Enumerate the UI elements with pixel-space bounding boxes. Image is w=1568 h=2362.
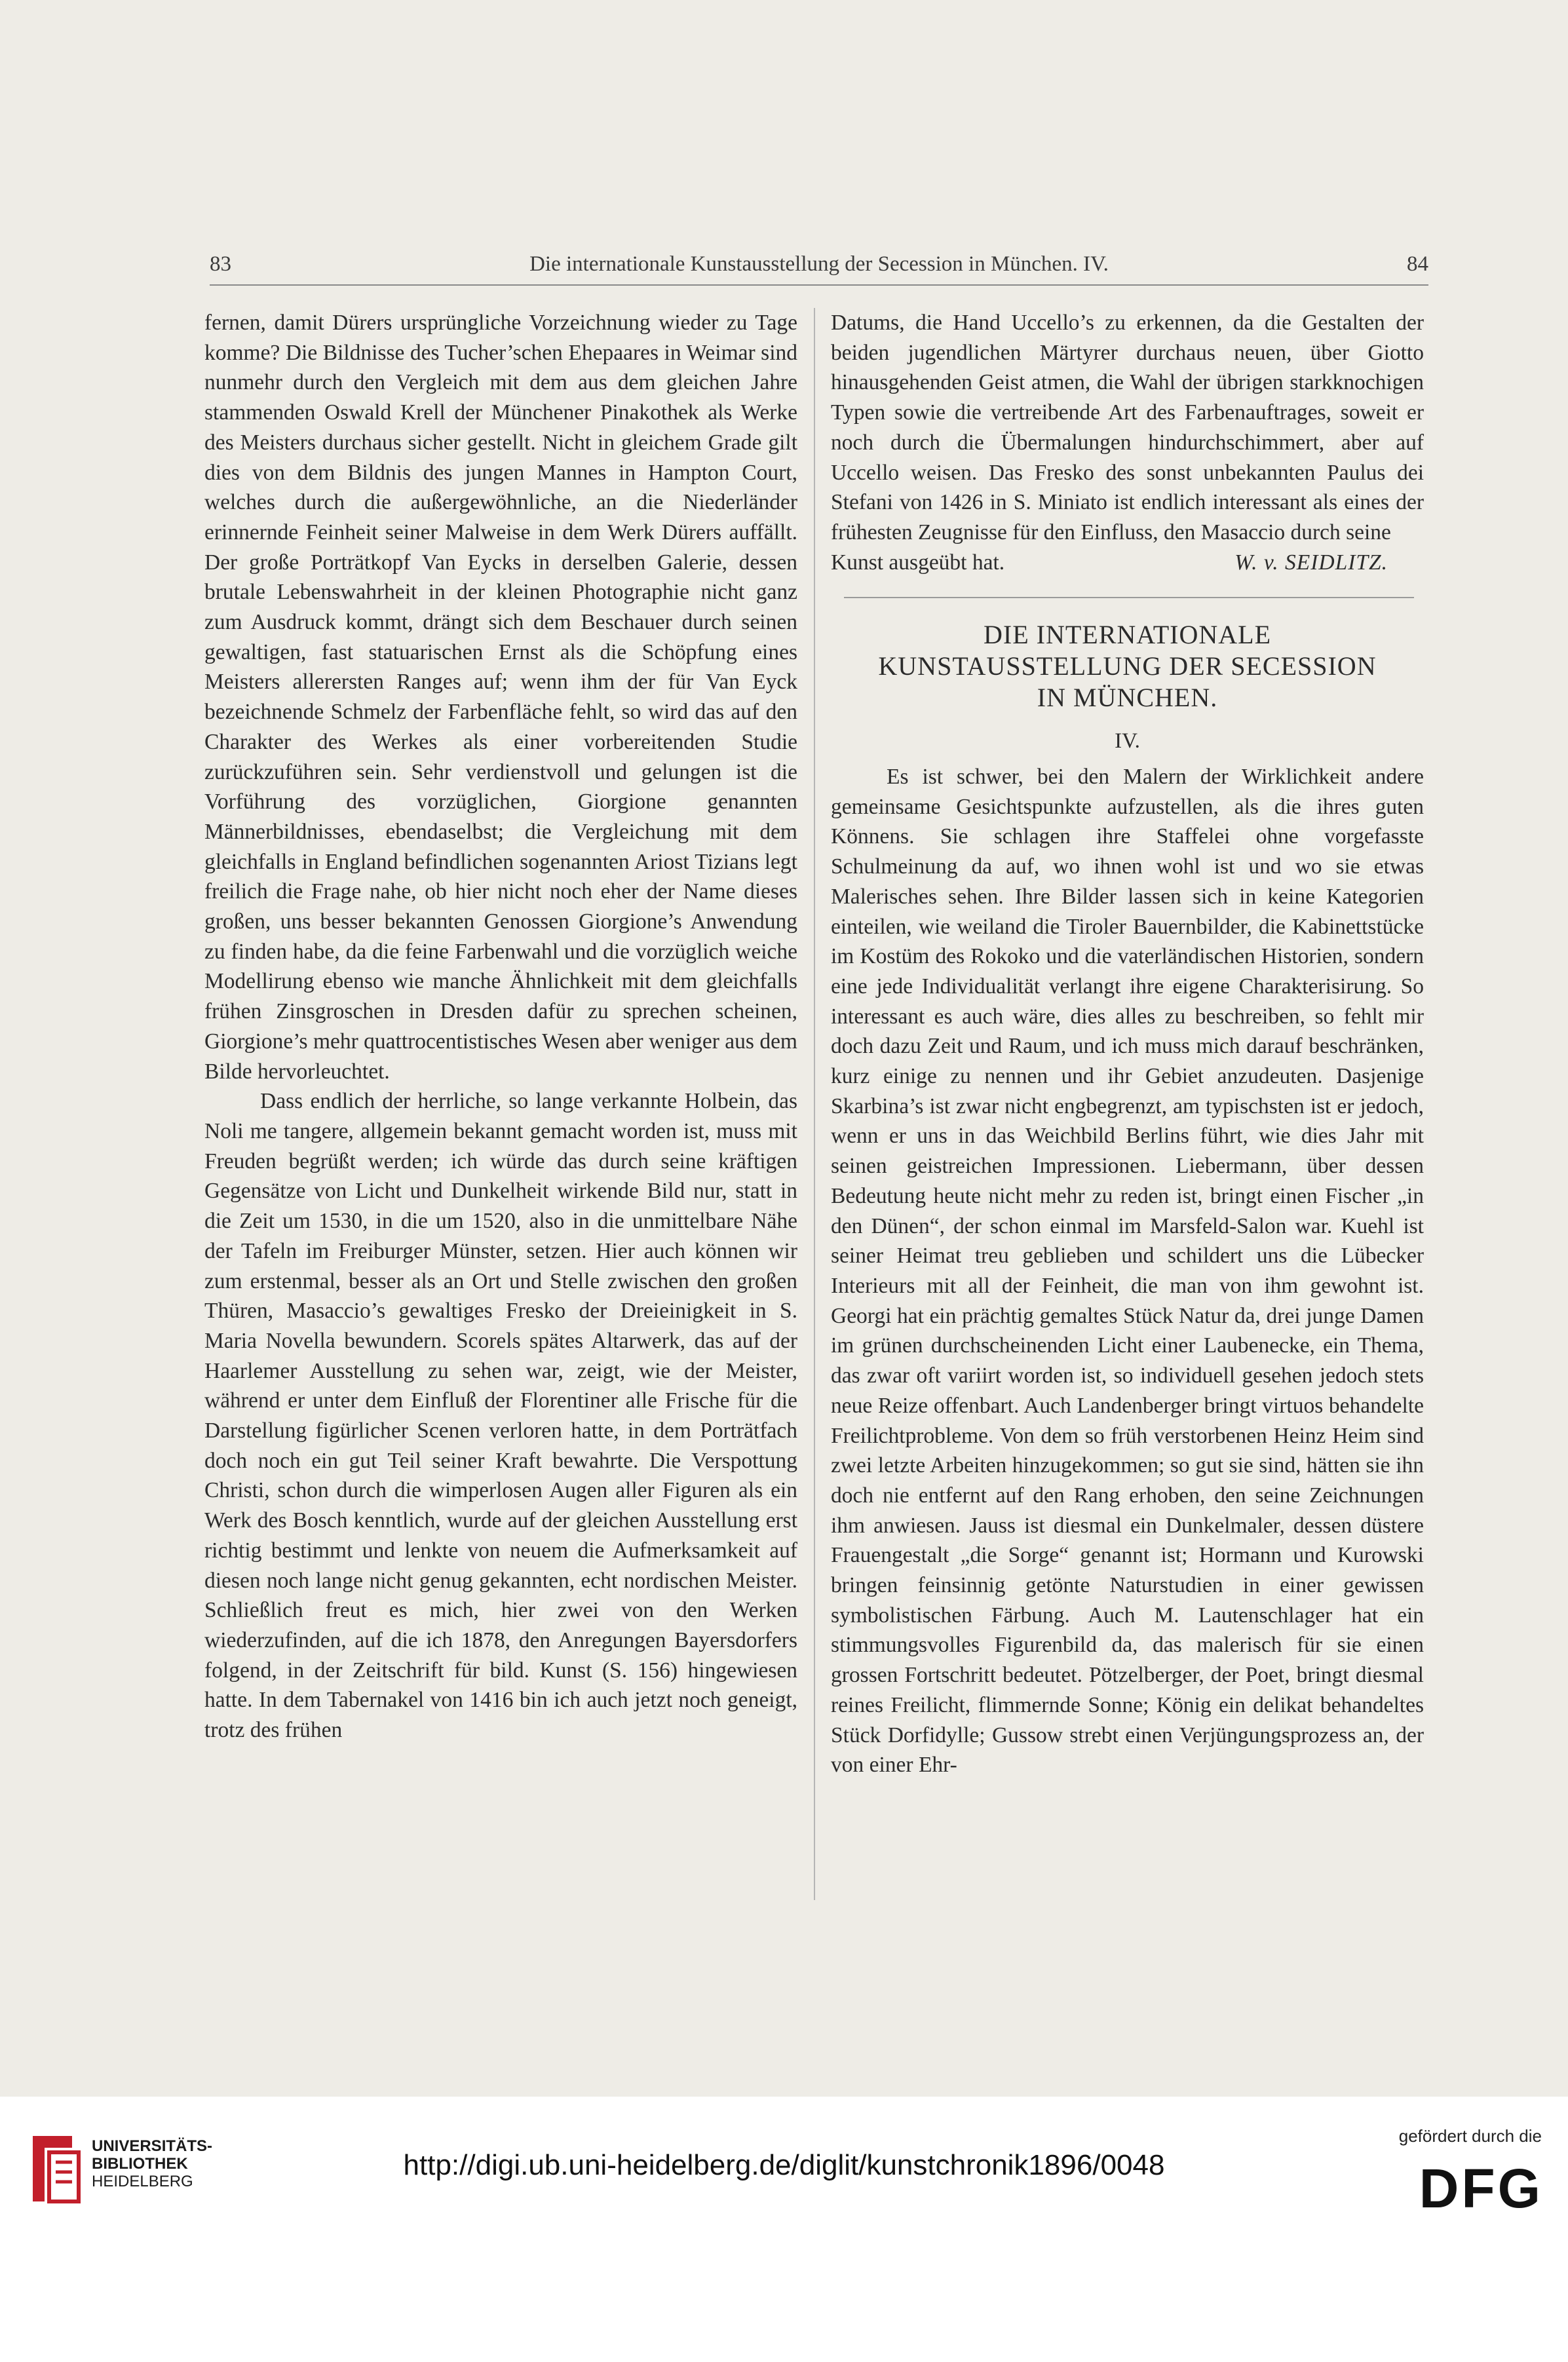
column-divider (814, 308, 815, 1900)
closing-line (831, 548, 1424, 578)
footer-bar (0, 2097, 1568, 2362)
section-number: IV. (1115, 729, 1140, 753)
section-title (831, 619, 1424, 714)
left-column (204, 308, 797, 1745)
source-url-link[interactable]: http://digi.ub.uni-heidelberg.de/diglit/kunstchronik1896/0048 (403, 2149, 1165, 2181)
paragraph: Dass endlich der herrliche, so lange verkannte Holbein, das Noli me tangere, allgemein bekannt gemacht worden ist, muss mit Freuden begrüßt werden; ich würde das durch seine kräftigen Gegensätze von Licht und Dunkelheit wirkende Bild nur, statt in die Zeit um 1530, in die um 1520, also in die unmittelbare Nähe der Tafeln im Freiburger Münster, setzen. Hier auch können wir zum erstenmal, besser als an Ort und Stelle zwischen den großen Thüren, Masaccio’s gewaltiges Fresko der Dreieinigkeit in S. Maria Novella bewundern. Scorels spätes Altarwerk, das auf der Haarlemer Ausstellung zu sehen war, zeigt, wie der Meister, während er unter dem Einfluß der Florentiner alle Frische für die Darstellung figürlicher Scenen verloren hatte, in dem Porträtfach doch noch ein gut Teil seiner Kraft bewahrte. Die Verspottung Christi, schon durch die wimperlosen Augen aller Figuren als ein Werk des Bosch kenntlich, wurde auf der gleichen Ausstellung erst richtig bestimmt und lenkte von neuem die Aufmerksamkeit auf diesen noch lange nicht genug gekannten, echt nordischen Meister. Schließlich freut es mich, hier zwei von den Werken wiederzufinden, auf die ich 1878, den Anregungen Bayersdorfers folgend, in der Zeitschrift für bild. Kunst (S. 156) hingewiesen hatte. In dem Tabernakel von 1416 bin ich auch jetzt noch geneigt, trotz des frühen (204, 1089, 797, 1743)
section-title-line: DIE INTERNATIONALE (983, 620, 1271, 650)
paragraph: fernen, damit Dürers ursprüngliche Vorzeichnung wieder zu Tage komme? Die Bildnisse des Tucher’schen Ehepaares in Weimar sind nunmehr durch den Vergleich mit dem aus dem gleichen Jahre stammenden Oswald Krell der Münchener Pinakothek als Werke des Meisters durchaus sicher gestellt. Nicht in gleichem Grade gilt dies von dem Bildnis des jungen Mannes in Hampton Court, welches durch die außergewöhnliche, an die Niederländer erinnernde Feinheit seiner Malweise in dem Werk Dürers auffällt. Der große Porträtkopf Van Eycks in derselben Galerie, dessen brutale Lebenswahrheit in der kleinen Photographie nicht ganz zum Ausdruck kommt, drängt sich dem Beschauer durch seinen gewaltigen, fast statuarischen Ernst als die Schöpfung eines Meisters allerersten Ranges auf; wenn ihm der für Van Eyck bezeichnende Schmelz der Farbenfläche fehlt, so wird das auf den Charakter des Werkes als einer vorbereitenden Studie zurückzuführen sein. Sehr verdienstvoll und gelungen ist die Vorführung des vorzüglichen, Giorgione genannten Männerbildnisses, ebendaselbst; die Vergleichung mit dem gleichfalls in England befindlichen sogenannten Ariost Tizians legt freilich die Frage nahe, ob hier nicht noch eher der Name dieses großen, uns besser bekannten Genossen Giorgione’s Anwendung zu finden habe, da die feine Farbenwahl und die vorzüglich weiche Modellirung ebenso wie manche Ähnlichkeit mit dem gleichfalls frühen Zinsgroschen in Dresden dafür zu sprechen scheinen, Giorgione’s mehr quattrocentistisches Wesen aber weniger aus dem Bilde hervorleuchtet. (204, 311, 797, 1084)
section-separator (844, 597, 1414, 598)
sponsor-text: gefördert durch die (1398, 2126, 1542, 2146)
running-title: Die internationale Kunstausstellung der Secession in München. IV. (529, 252, 1109, 276)
paragraph-continuation: Datums, die Hand Uccello’s zu erkennen, da die Gestalten der beiden jugendlichen Märtyrer durchaus neuen, über Giotto hinausgehenden Geist atmen, die Wahl der übrigen starkknochigen Typen sowie die vertreibende Art des Farbenauftrages, soweit er noch durch die Übermalungen hindurchschimmert, aber auf Uccello weisen. Das Fresko des sonst unbekannten Paulus dei Stefani von 1426 in S. Miniato ist endlich interessant als eines der frühesten Zeugnisse für den Einfluss, den Masaccio durch seine (831, 311, 1424, 544)
section-title-line: KUNSTAUSSTELLUNG DER SECESSION (878, 651, 1377, 681)
closing-text: Kunst ausgeübt hat. (831, 550, 1005, 575)
library-name-line: BIBLIOTHEK (92, 2155, 188, 2173)
section-title-line: IN MÜNCHEN. (1037, 683, 1218, 713)
page-header (210, 252, 1428, 285)
library-name-line: HEIDELBERG (92, 2173, 193, 2190)
right-column (831, 308, 1424, 1780)
paragraph: Es ist schwer, bei den Malern der Wirklichkeit andere gemeinsame Gesichtspunkte aufzustellen, als die ihres guten Könnens. Sie schlagen ihre Staffelei ohne vorgefasste Schulmeinung da auf, wo ihnen wohl ist und wo sie etwas Malerisches sehen. Ihre Bilder lassen sich in keine Kategorien einteilen, wie weiland die Tiroler Bauernbilder, die Kabinettstücke im Kostüm des Rokoko und die vaterländischen Historien, sondern eine jede Individualität verlangt ihre eigene Charakterisirung. So interessant es auch wäre, dies alles zu beschreiben, so fehlt mir doch dazu Zeit und Raum, und ich muss mich darauf beschränken, kurz einige zu nennen und ihr Gebiet anzudeuten. Dasjenige Skarbina’s ist zwar nicht engbegrenzt, am typischsten ist er jedoch, wenn er uns in das Weichbild Berlins führt, wie dies Jahr mit seinen geistreichen Impressionen. Liebermann, über dessen Bedeutung heute nicht mehr zu reden ist, bringt einen Fischer „in den Dünen“, der schon einmal im Marsfeld-Salon war. Kuehl ist seiner Heimat treu geblieben und schildert uns die Lübecker Interieurs mit all der Feinheit, die man von ihm gewohnt ist. Georgi hat ein prächtig gemaltes Stück Natur da, drei junge Damen im grünen durchscheinenden Licht einer Laubenecke, ein Thema, das zwar oft variirt worden ist, so individuell gesehen jedoch stets neue Reize offenbart. Auch Landenberger bringt virtuos behandelte Freilichtprobleme. Von dem so früh verstorbenen Heinz Heim sind zwei letzte Arbeiten hinzugekommen; so gut sie sind, hätten sie ihn doch nie entfernt auf den Rang erhoben, den seine Zeichnungen ihm anwiesen. Jauss ist diesmal ein Dunkelmaler, dessen düstere Frauengestalt „die Sorge“ genannt ist; Hormann und Kurowski bringen feinsinnig getönte Naturstudien in einer gewissen symbolistischen Färbung. Auch M. Lautenschlager hat ein stimmungsvolles Figurenbild da, das malerisch für sie einen grossen Fortschritt bedeutet. Pötzelberger, der Poet, bringt diesmal reines Freilicht, flimmernde Sonne; König ein delikat behandeltes Stück Dorfidylle; Gussow strebt einen Verjüngungsprozess an, der von einer Ehr- (831, 765, 1424, 1778)
header-rule (210, 284, 1428, 286)
page-number-right: 84 (1407, 252, 1428, 276)
author-signature: W. v. SEIDLITZ. (1234, 550, 1388, 575)
library-name-line: UNIVERSITÄTS- (92, 2137, 213, 2155)
dfg-logo: DFG (1419, 2158, 1543, 2219)
page-number-left: 83 (210, 252, 231, 276)
